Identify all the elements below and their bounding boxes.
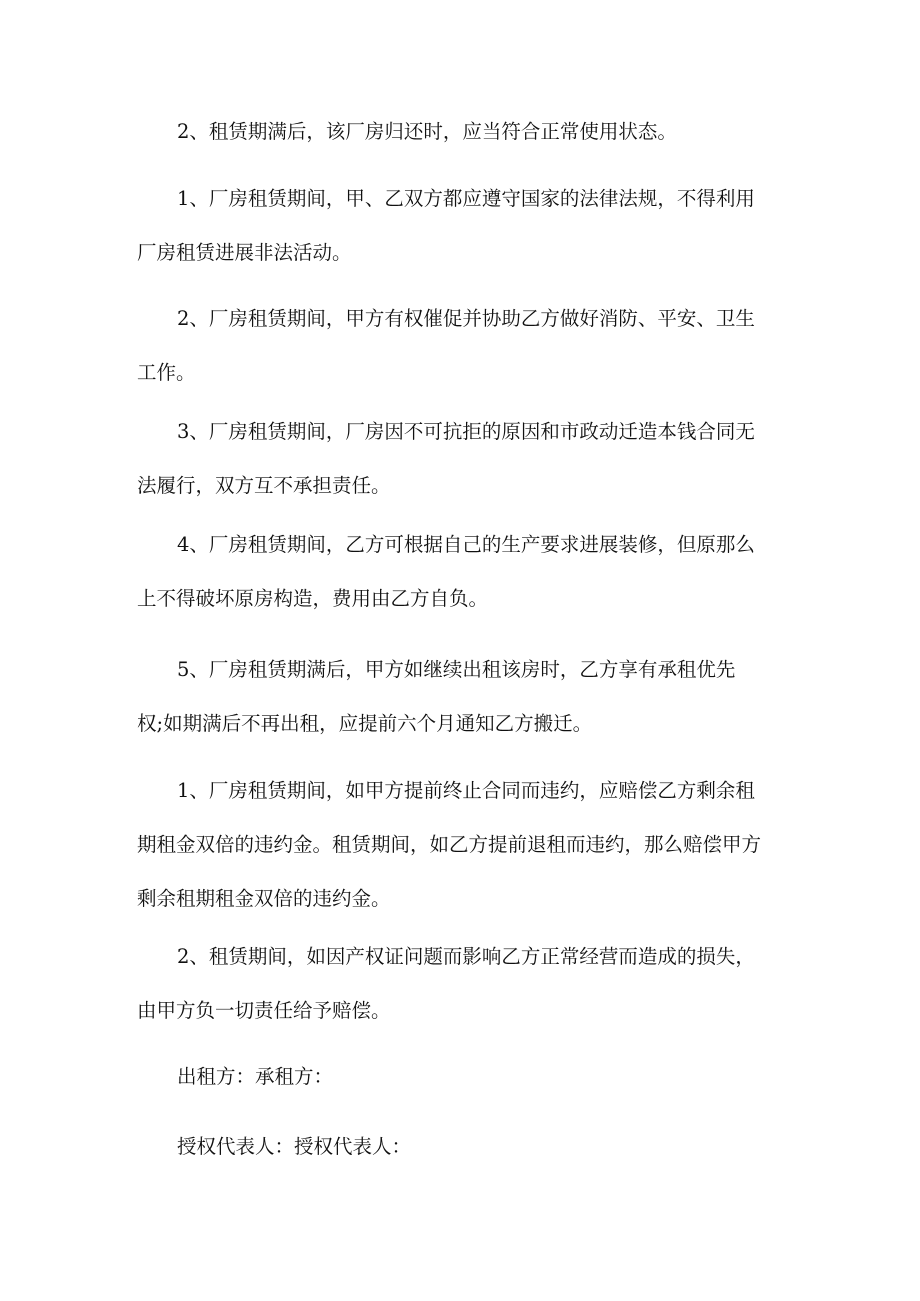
text-line: 期租金双倍的违约金。租赁期间，如乙方提前退租而违约，那么赔偿甲方: [137, 833, 762, 856]
text-line: 法履行，双方互不承担责任。: [137, 474, 391, 497]
text-line: 授权代表人：授权代表人：: [177, 1135, 412, 1158]
text-line: 上不得破坏原房构造，费用由乙方自负。: [137, 587, 489, 610]
text-line: 2、租赁期满后，该厂房归还时，应当符合正常使用状态。: [177, 120, 677, 143]
paragraph-return-condition: [137, 105, 787, 159]
text-line: 5、厂房租赁期满后，甲方如继续出租该房时，乙方享有承租优先: [177, 658, 736, 681]
text-line: 由甲方负一切责任给予赔偿。: [137, 999, 391, 1022]
text-line: 剩余租期租金双倍的违约金。: [137, 887, 391, 910]
paragraph-safety-work: [137, 292, 787, 400]
text-line: 3、厂房租赁期间，厂房因不可抗拒的原因和市政动迁造本钱合同无: [177, 420, 755, 443]
text-line: 厂房租赁进展非法活动。: [137, 241, 352, 264]
paragraph-breach-penalty: [137, 764, 787, 926]
paragraph-legal-compliance: [137, 172, 787, 280]
text-line: 1、厂房租赁期间，如甲方提前终止合同而违约，应赔偿乙方剩余租: [177, 779, 755, 802]
text-line: 权;如期满后不再出租，应提前六个月通知乙方搬迁。: [137, 712, 593, 735]
paragraph-force-majeure: [137, 405, 787, 513]
text-line: 出租方：承租方：: [177, 1065, 334, 1088]
text-line: 2、租赁期间，如因产权证问题而影响乙方正常经营而造成的损失，: [177, 945, 755, 968]
text-line: 4、厂房租赁期间，乙方可根据自己的生产要求进展装修，但原那么: [177, 533, 755, 556]
signature-representatives: [137, 1120, 787, 1174]
text-line: 工作。: [137, 361, 196, 384]
text-line: 2、厂房租赁期间，甲方有权催促并协助乙方做好消防、平安、卫生: [177, 307, 755, 330]
signature-parties: [137, 1050, 787, 1104]
text-line: 1、厂房租赁期间，甲、乙双方都应遵守国家的法律法规，不得利用: [177, 187, 755, 210]
paragraph-renovation: [137, 518, 787, 626]
paragraph-title-compensation: [137, 930, 787, 1038]
paragraph-renewal-priority: [137, 643, 787, 751]
